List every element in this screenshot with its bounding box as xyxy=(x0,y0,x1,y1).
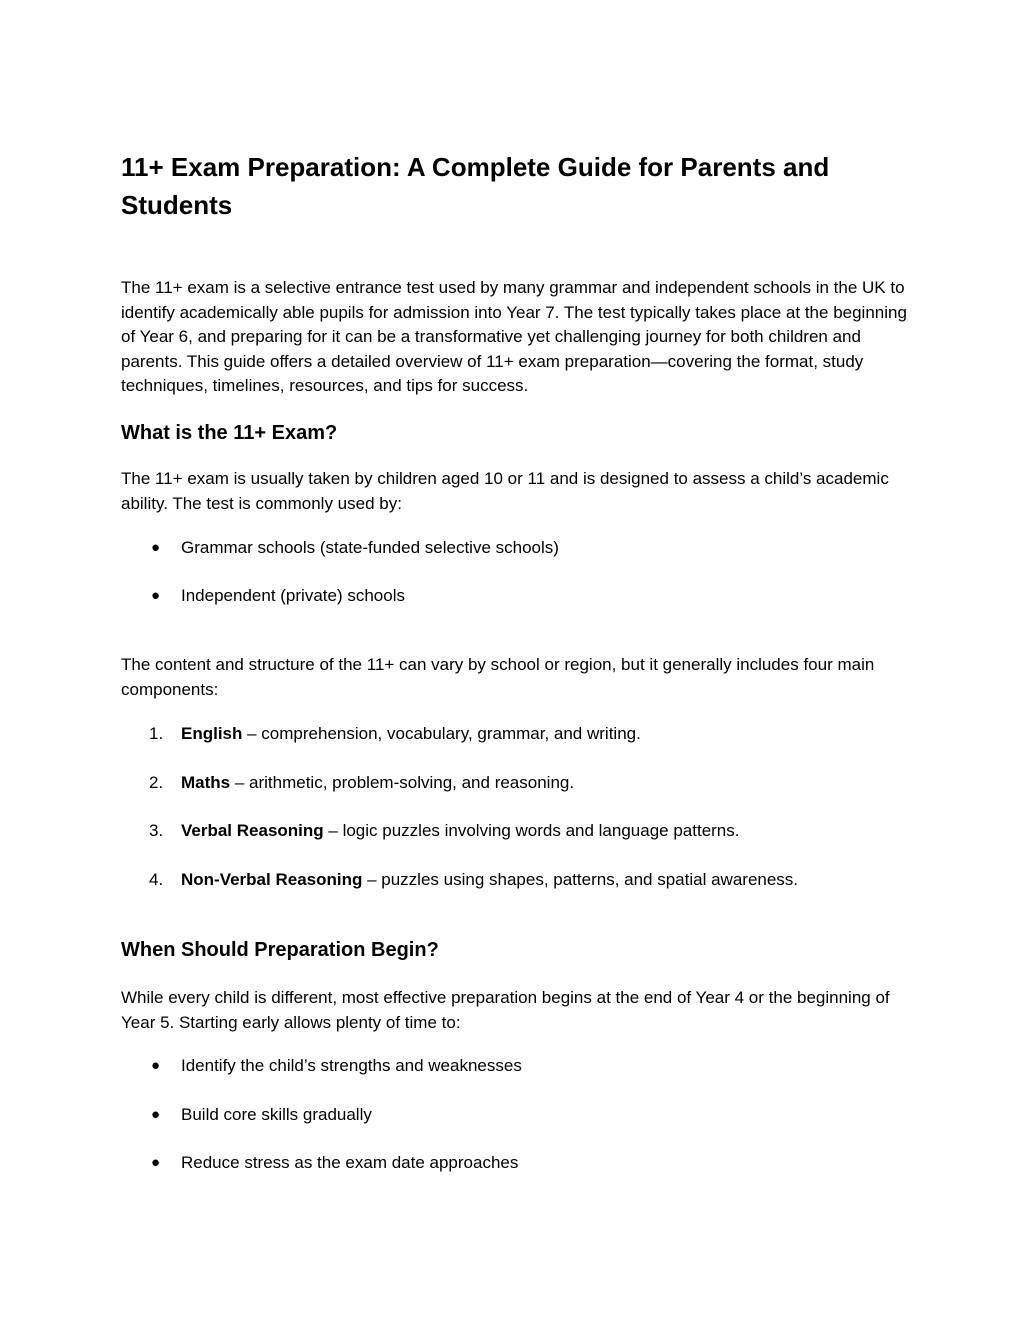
bullet-text: Identify the child’s strengths and weaknesses xyxy=(181,1056,522,1075)
intro-paragraph: The 11+ exam is a selective entrance test used by many grammar and independent schools in the UK to identify academically able pupils for admission into Year 7. The test typically takes place at the beginning of Year 6, and preparing for it can be a transformative yet challenging journey for both children and parents. This guide offers a detailed overview of 11+ exam preparation—covering the format, study techniques, timelines, resources, and tips for success. xyxy=(121,278,907,395)
component-description: – arithmetic, problem-solving, and reasoning. xyxy=(230,773,575,792)
component-description: – puzzles using shapes, patterns, and spatial awareness. xyxy=(362,870,799,889)
component-term: Maths xyxy=(181,773,231,792)
bullet-icon: ● xyxy=(151,587,161,604)
bullet-text: Build core skills gradually xyxy=(181,1105,372,1124)
component-term: English xyxy=(181,724,243,743)
section-heading-when: When Should Preparation Begin? xyxy=(121,939,439,961)
component-description: – comprehension, vocabulary, grammar, and writing. xyxy=(242,724,641,743)
bullet-icon: ● xyxy=(151,539,161,556)
bullet-icon: ● xyxy=(151,1057,161,1074)
section1-paragraph-1: The 11+ exam is usually taken by children aged 10 or 11 and is designed to assess a child’s academic ability. The test is commonly used by: xyxy=(121,469,889,513)
component-description: – logic puzzles involving words and language patterns. xyxy=(323,821,740,840)
section2-paragraph-1: While every child is different, most effective preparation begins at the end of Year 4 or the beginning of Year 5. Starting early allows plenty of time to: xyxy=(121,988,890,1032)
bullet-icon: ● xyxy=(151,1154,161,1171)
list-number: 2. xyxy=(149,773,164,792)
component-text xyxy=(181,722,641,746)
list-number: 1. xyxy=(149,724,164,743)
section1-paragraph-2: The content and structure of the 11+ can vary by school or region, but it generally includes four main components: xyxy=(121,655,875,699)
component-text xyxy=(181,819,739,843)
document-title: 11+ Exam Preparation: A Complete Guide for Parents and Students xyxy=(121,152,830,220)
component-text xyxy=(181,868,798,892)
bullet-icon: ● xyxy=(151,1106,161,1123)
list-number: 4. xyxy=(149,870,164,889)
component-text xyxy=(181,771,574,795)
list-number: 3. xyxy=(149,821,164,840)
bullet-text: Reduce stress as the exam date approaches xyxy=(181,1153,519,1172)
bullet-text: Independent (private) schools xyxy=(181,586,405,605)
section-heading-what-is: What is the 11+ Exam? xyxy=(121,422,338,444)
component-term: Verbal Reasoning xyxy=(181,821,324,840)
component-term: Non-Verbal Reasoning xyxy=(181,870,363,889)
bullet-text: Grammar schools (state-funded selective schools) xyxy=(181,538,559,557)
